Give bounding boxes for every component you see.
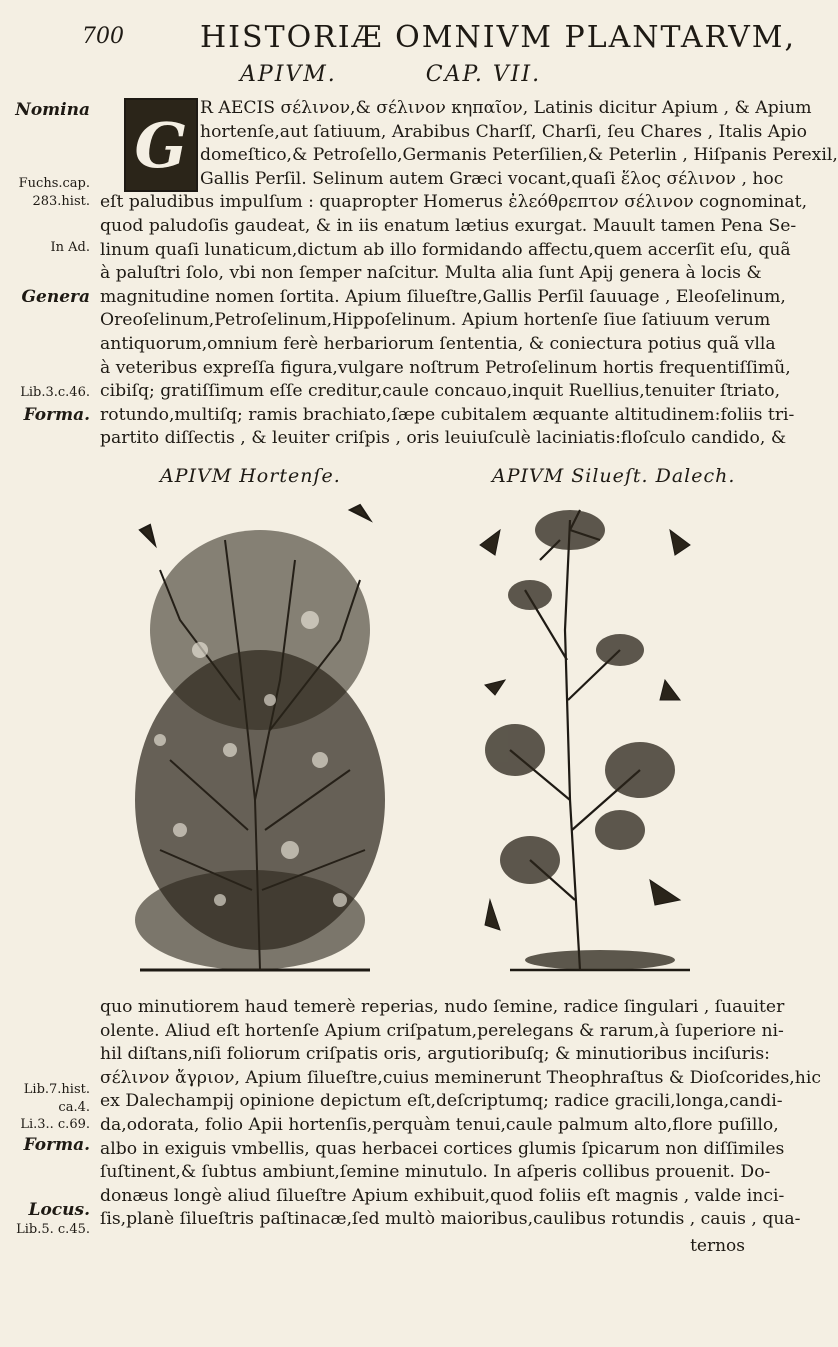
text-line: ſuſtinent,& ſubtus ambiunt,ſemine minutulo. In aſperis collibus prouenit. Do- <box>100 1162 771 1183</box>
text-line: olente. Aliud eſt hortenſe Apium criſpatum,perelegans & rarum,à ſuperiore ni- <box>100 1020 784 1041</box>
text-line: da,odorata, folio Apii hortenſis,perquàm tenui,caule palmum alto,flore puſillo, <box>100 1114 779 1135</box>
text-line: Gallis Perſil. Selinum autem Græci vocant,quaſi ἕλος σέλινον , hoc <box>200 168 784 189</box>
chapter-heading <box>240 62 621 87</box>
margin-note-ca4: ca.4. <box>58 1100 90 1115</box>
apium-hortense-woodcut <box>120 500 395 980</box>
catchword: ternos <box>690 1236 745 1256</box>
text-line: ſis,planè ſilueſtris paſtinacæ,ſed multò maioribus,caulibus rotundis , cauis , qua- <box>100 1209 801 1230</box>
text-line: R AECIS σέλινον,& σέλινον κηπαῖον, Latinis dicitur Apium , & Apium <box>200 98 812 118</box>
margin-note-nomina: Nomina <box>15 100 90 120</box>
text-line: magnitudine nomen ſortita. Apium ſilueſtre,Gallis Perſil ſauuage , Eleoſelinum, <box>100 286 786 307</box>
text-line: à veteribus expreſſa figura,vulgare noſtrum Petroſelinum hortis frequentiſſimũ, <box>100 357 791 378</box>
text-line: antiquorum,omnium ferè herbariorum ſententia, & coniectura potius quã vlla <box>100 333 776 354</box>
text-line: donæus longè aliud ſilueſtre Apium exhibuit,quod foliis eſt magnis , valde inci- <box>100 1185 785 1206</box>
decorated-initial: G <box>124 98 198 192</box>
text-line: hil diſtans,niſi foliorum criſpatis oris, argutioribuſq; & minutioribus inciſuris: <box>100 1044 770 1065</box>
apium-silvestre-woodcut <box>470 500 710 980</box>
margin-note-fuchs-2: 283.hist. <box>32 194 90 209</box>
text-line: linum quaſi lunaticum,dictum ab illo formidando affectu,quem accerſit eſu, quã <box>100 239 791 260</box>
margin-note-lib7: Lib.7.hist. <box>23 1082 90 1097</box>
text-line: domeſtico,& Petroſello,Germanis Peterſilien,& Peterlin , Hiſpanis Perexil, <box>200 145 838 166</box>
margin-note-locus: Locus. <box>28 1200 90 1220</box>
chapter-number: CAP. VII. <box>425 62 542 87</box>
text-line: albo in exiguis vmbellis, quas herbacei cortices glumis ſpicarum non diſſimiles <box>100 1138 785 1159</box>
text-line: partito diſſectis , & leuiter criſpis , oris leuiuſculè laciniatis:floſculo candido, & <box>100 428 787 449</box>
paragraph-top <box>100 97 838 451</box>
text-line: à paluſtri ſolo, vbi non ſemper naſcitur. Multa alia ſunt Apij genera à locis & <box>100 263 762 284</box>
text-line: quo minutiorem haud temerè reperias, nudo ſemine, radice ſingulari , ſuauiter <box>100 997 785 1017</box>
paragraph-bottom <box>100 996 821 1232</box>
margin-note-lib5: Lib.5. c.45. <box>16 1222 90 1237</box>
page-number: 700 <box>82 24 124 49</box>
text-line: Oreoſelinum,Petroſelinum,Hippoſelinum. Apium hortenſe ſiue ſatiuum verum <box>100 310 771 331</box>
margin-note-forma-bottom: Forma. <box>23 1135 90 1155</box>
text-line: quod paludoſis gaudeat, & in iis enatum lætius exurgat. Mauult tamen Pena Se- <box>100 215 797 236</box>
text-line: ex Dalechampij opinione depictum eſt,deſcriptumq; radice gracili,longa,candi- <box>100 1091 783 1112</box>
text-line: rotundo,multiſq; ramis brachiato,ſæpe cubitalem æquante altitudinem:foliis tri- <box>100 404 795 425</box>
margin-note-lib-top: Lib.3.c.46. <box>20 385 90 400</box>
margin-note-li3: Li.3.. c.69. <box>20 1117 90 1132</box>
page-header <box>0 20 800 60</box>
margin-note-in-ad: In Ad. <box>50 240 90 255</box>
margin-note-fuchs: Fuchs.cap. <box>18 176 90 191</box>
text-line: hortenſe,aut ſatiuum, Arabibus Charſſ, Charſi, ſeu Chares , Italis Apio <box>200 121 807 142</box>
chapter-name: APIVM. <box>240 62 337 87</box>
text-line: cibiſq; gratiſſimum eſſe creditur,caule concauo,inquit Ruellius,tenuiter ſtriato, <box>100 381 781 402</box>
margin-note-forma-top: Forma. <box>23 405 90 425</box>
figure-caption-right: APIVM Silueſt. Dalech. <box>492 465 736 487</box>
margin-note-genera: Genera <box>21 287 90 307</box>
running-title: HISTORIÆ OMNIVM PLANTARVM, <box>200 20 796 55</box>
figure-caption-left: APIVM Hortenſe. <box>160 465 341 487</box>
text-line: eſt paludibus impulſum : quapropter Homerus ἐλεόθρεπτον σέλινον cognominat, <box>100 192 808 213</box>
text-line: σέλινον ἄγριον, Apium ſilueſtre,cuius meminerunt Theophraſtus & Dioſcorides,hic <box>100 1067 821 1088</box>
